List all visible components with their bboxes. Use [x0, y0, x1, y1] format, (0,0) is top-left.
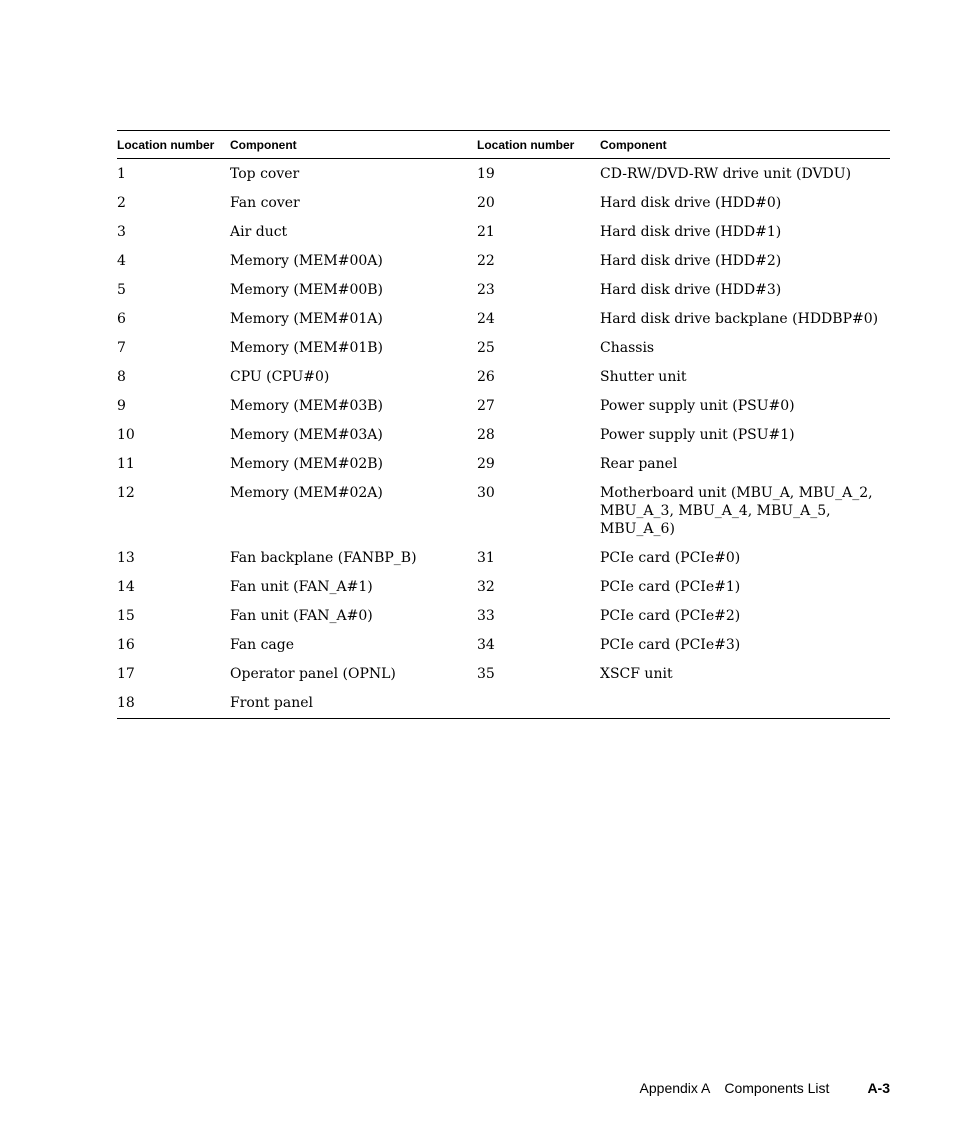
component-name: CPU (CPU#0) [230, 369, 330, 385]
component-name: Air duct [230, 224, 288, 240]
table-row [117, 631, 890, 660]
component-name: Memory (MEM#00B) [230, 282, 384, 298]
header-location-number-1: Location number [117, 131, 230, 159]
component-name: Power supply unit (PSU#0) [600, 398, 795, 414]
location-number: 15 [117, 608, 135, 624]
header-component-2: Component [600, 131, 890, 159]
location-number: 10 [117, 427, 135, 443]
component-name: Front panel [230, 695, 314, 711]
table-row [117, 305, 890, 334]
page-footer [640, 1080, 890, 1096]
location-number: 20 [477, 195, 495, 211]
component-name: Fan cover [230, 195, 300, 211]
component-name: PCIe card (PCIe#1) [600, 579, 741, 595]
component-name: Rear panel [600, 456, 678, 472]
location-number: 1 [117, 166, 126, 182]
table-row [117, 602, 890, 631]
location-number: 33 [477, 608, 495, 624]
location-number: 19 [477, 166, 495, 182]
component-name: Chassis [600, 340, 655, 356]
component-name: Memory (MEM#03B) [230, 398, 384, 414]
component-name: PCIe card (PCIe#2) [600, 608, 741, 624]
location-number: 22 [477, 253, 495, 269]
component-name: Memory (MEM#01B) [230, 340, 384, 356]
location-number: 35 [477, 666, 495, 682]
location-number [477, 689, 600, 719]
table-row [117, 218, 890, 247]
component-name: Hard disk drive (HDD#0) [600, 195, 782, 211]
component-name [600, 689, 890, 719]
location-number: 8 [117, 369, 126, 385]
location-number: 13 [117, 550, 135, 566]
location-number: 23 [477, 282, 495, 298]
component-name: Fan unit (FAN_A#1) [230, 579, 373, 595]
location-number: 6 [117, 311, 126, 327]
component-name: Fan backplane (FANBP_B) [230, 550, 417, 566]
location-number: 16 [117, 637, 135, 653]
location-number: 34 [477, 637, 495, 653]
table-row [117, 544, 890, 573]
location-number: 30 [477, 485, 495, 501]
table-row [117, 189, 890, 218]
component-name: Memory (MEM#02B) [230, 456, 384, 472]
location-number: 18 [117, 695, 135, 711]
location-number: 26 [477, 369, 495, 385]
component-name: Memory (MEM#03A) [230, 427, 383, 443]
location-number: 27 [477, 398, 495, 414]
location-number: 14 [117, 579, 135, 595]
location-number: 29 [477, 456, 495, 472]
location-number: 5 [117, 282, 126, 298]
location-number: 32 [477, 579, 495, 595]
table-row [117, 276, 890, 305]
table-row [117, 392, 890, 421]
components-table [117, 130, 890, 719]
component-name: Hard disk drive (HDD#3) [600, 282, 782, 298]
component-name: Hard disk drive backplane (HDDBP#0) [600, 311, 879, 327]
component-name: Fan unit (FAN_A#0) [230, 608, 373, 624]
location-number: 9 [117, 398, 126, 414]
footer-section: Appendix A [639, 1080, 711, 1096]
table-row [117, 421, 890, 450]
component-name: PCIe card (PCIe#3) [600, 637, 741, 653]
location-number: 2 [117, 195, 126, 211]
location-number: 25 [477, 340, 495, 356]
table-row [117, 363, 890, 392]
table-header-row [117, 131, 890, 159]
component-name: Power supply unit (PSU#1) [600, 427, 795, 443]
component-name: Operator panel (OPNL) [230, 666, 396, 682]
table-row [117, 159, 890, 190]
header-location-number-2: Location number [477, 131, 600, 159]
component-name: XSCF unit [600, 666, 673, 682]
component-name: Shutter unit [600, 369, 687, 385]
page-number: A-3 [867, 1080, 890, 1096]
location-number: 11 [117, 456, 135, 472]
header-component-1: Component [230, 131, 477, 159]
table-row [117, 479, 890, 544]
table-row [117, 689, 890, 719]
table-row [117, 334, 890, 363]
table-row [117, 450, 890, 479]
component-name: Hard disk drive (HDD#2) [600, 253, 782, 269]
table-row [117, 573, 890, 602]
component-name: Memory (MEM#01A) [230, 311, 383, 327]
component-name: Memory (MEM#02A) [230, 485, 383, 501]
component-name: Memory (MEM#00A) [230, 253, 383, 269]
component-name: Motherboard unit (MBU_A, MBU_A_2, MBU_A_3, MBU_A_4, MBU_A_5, MBU_A_6) [600, 485, 873, 537]
location-number: 28 [477, 427, 495, 443]
footer-title: Components List [724, 1080, 830, 1096]
location-number: 17 [117, 666, 135, 682]
table-row [117, 660, 890, 689]
location-number: 24 [477, 311, 495, 327]
location-number: 21 [477, 224, 495, 240]
location-number: 31 [477, 550, 495, 566]
component-name: Top cover [230, 166, 300, 182]
component-name: Fan cage [230, 637, 295, 653]
location-number: 7 [117, 340, 126, 356]
component-name: CD-RW/DVD-RW drive unit (DVDU) [600, 166, 852, 182]
table-row [117, 247, 890, 276]
component-name: PCIe card (PCIe#0) [600, 550, 741, 566]
location-number: 4 [117, 253, 126, 269]
component-name: Hard disk drive (HDD#1) [600, 224, 782, 240]
location-number: 12 [117, 485, 135, 501]
location-number: 3 [117, 224, 126, 240]
